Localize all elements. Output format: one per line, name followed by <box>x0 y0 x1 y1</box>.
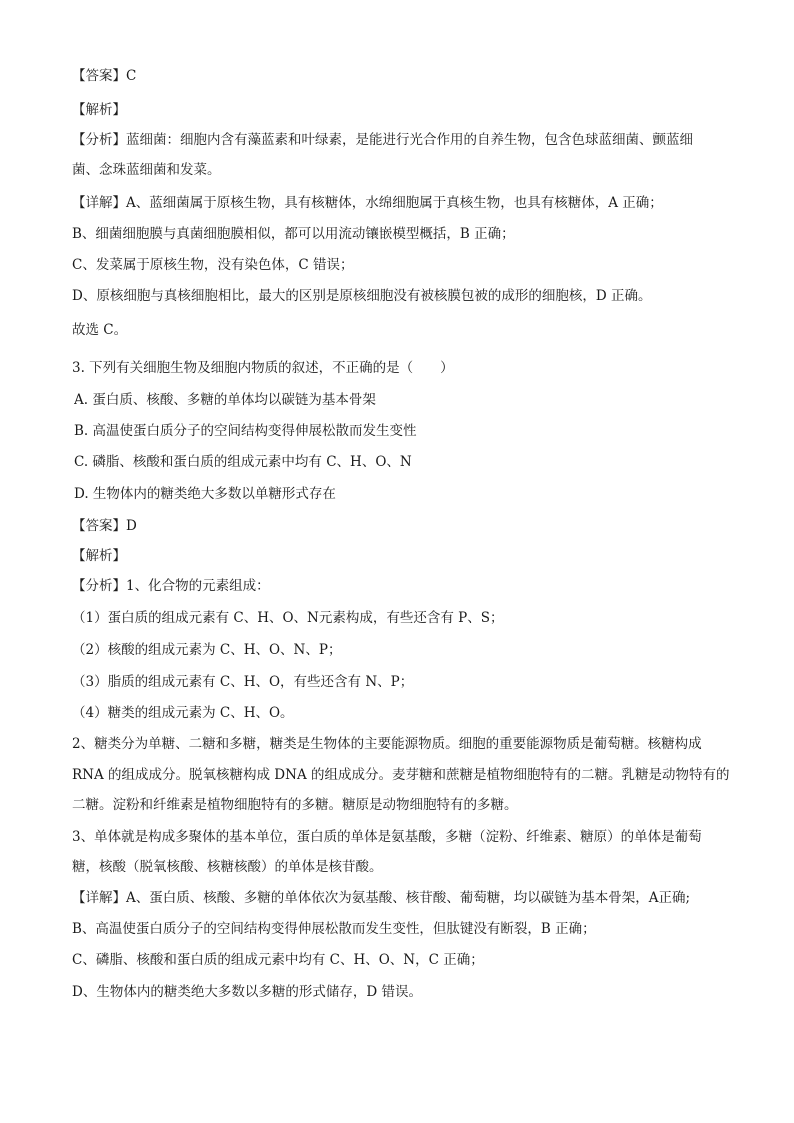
q3-fenxi-line-9: 3、单体就是构成多聚体的基本单位，蛋白质的单体是氨基酸，多糖（淀粉、纤维素、糖原）的单体是葡萄 <box>72 829 702 845</box>
q3-xiangjie-line-d: D、生物体内的糖类绝大多数以多糖的形式储存，D 错误。 <box>72 984 422 1000</box>
q3-fenxi-line-3: （2）核酸的组成元素为 C、H、O、N、P； <box>72 642 342 658</box>
q3-option-c: C. 磷脂、核酸和蛋白质的组成元素中均有 C、H、O、N <box>74 454 412 470</box>
q3-fenxi-line-5: （4）糖类的组成元素为 C、H、O。 <box>72 705 294 721</box>
q3-xiangjie-line-a: 【详解】A、蛋白质、核酸、多糖的单体依次为氨基酸、核苷酸、葡萄糖，均以碳链为基本骨架，A正确; <box>72 890 691 906</box>
q2-fenxi-line-1: 【分析】蓝细菌：细胞内含有藻蓝素和叶绿素，是能进行光合作用的自养生物，包含色球蓝细菌、颤蓝细 <box>72 132 693 148</box>
q3-xiangjie-line-b: B、高温使蛋白质分子的空间结构变得伸展松散而发生变性，但肽键没有断裂，B 正确； <box>72 921 596 937</box>
q3-option-a: A. 蛋白质、核酸、多糖的单体均以碳链为基本骨架 <box>74 392 376 408</box>
q3-fenxi-line-4: （3）脂质的组成元素有 C、H、O，有些还含有 N、P； <box>72 674 414 690</box>
q2-conclusion: 故选 C。 <box>72 322 128 338</box>
q3-fenxi-line-8: 二糖。淀粉和纤维素是植物细胞特有的多糖。糖原是动物细胞特有的多糖。 <box>72 797 518 813</box>
q2-xiangjie-line-b: B、细菌细胞膜与真菌细胞膜相似，都可以用流动镶嵌模型概括，B 正确； <box>72 226 515 242</box>
q2-answer: 【答案】C <box>72 68 137 84</box>
q3-answer: 【答案】D <box>72 518 137 534</box>
q3-fenxi-line-2: （1）蛋白质的组成元素有 C、H、O、N元素构成，有些还含有 P、S； <box>72 610 504 626</box>
q2-xiangjie-line-a: 【详解】A、蓝细菌属于原核生物，具有核糖体，水绵细胞属于真核生物，也具有核糖体，A 正确； <box>72 195 663 211</box>
q3-fenxi-line-6: 2、糖类分为单糖、二糖和多糖，糖类是生物体的主要能源物质。细胞的重要能源物质是葡萄糖。核糖构成 <box>72 736 702 752</box>
q3-option-b: B. 高温使蛋白质分子的空间结构变得伸展松散而发生变性 <box>74 423 417 439</box>
q2-xiangjie-line-d: D、原核细胞与真核细胞相比，最大的区别是原核细胞没有被核膜包被的成形的细胞核，D 正确。 <box>72 288 652 304</box>
q3-analysis-label: 【解析】 <box>72 548 126 564</box>
q3-option-d: D. 生物体内的糖类绝大多数以单糖形式存在 <box>74 486 336 502</box>
q2-fenxi-line-2: 菌、念珠蓝细菌和发菜。 <box>72 162 221 178</box>
q3-fenxi-line-1: 【分析】1、化合物的元素组成： <box>72 578 270 594</box>
q3-fenxi-line-7: RNA 的组成成分。脱氧核糖构成 DNA 的组成成分。麦芽糖和蔗糖是植物细胞特有的二糖。乳糖是动物特有的 <box>72 767 730 783</box>
q2-xiangjie-line-c: C、发菜属于原核生物，没有染色体，C 错误； <box>72 257 354 273</box>
q3-fenxi-line-10: 糖，核酸（脱氧核酸、核糖核酸）的单体是核苷酸。 <box>72 859 383 875</box>
q2-analysis-label: 【解析】 <box>72 102 126 118</box>
q3-xiangjie-line-c: C、磷脂、核酸和蛋白质的组成元素中均有 C、H、O、N，C 正确； <box>72 952 484 968</box>
q3-stem: 3. 下列有关细胞生物及细胞内物质的叙述，不正确的是（ ） <box>72 360 454 376</box>
